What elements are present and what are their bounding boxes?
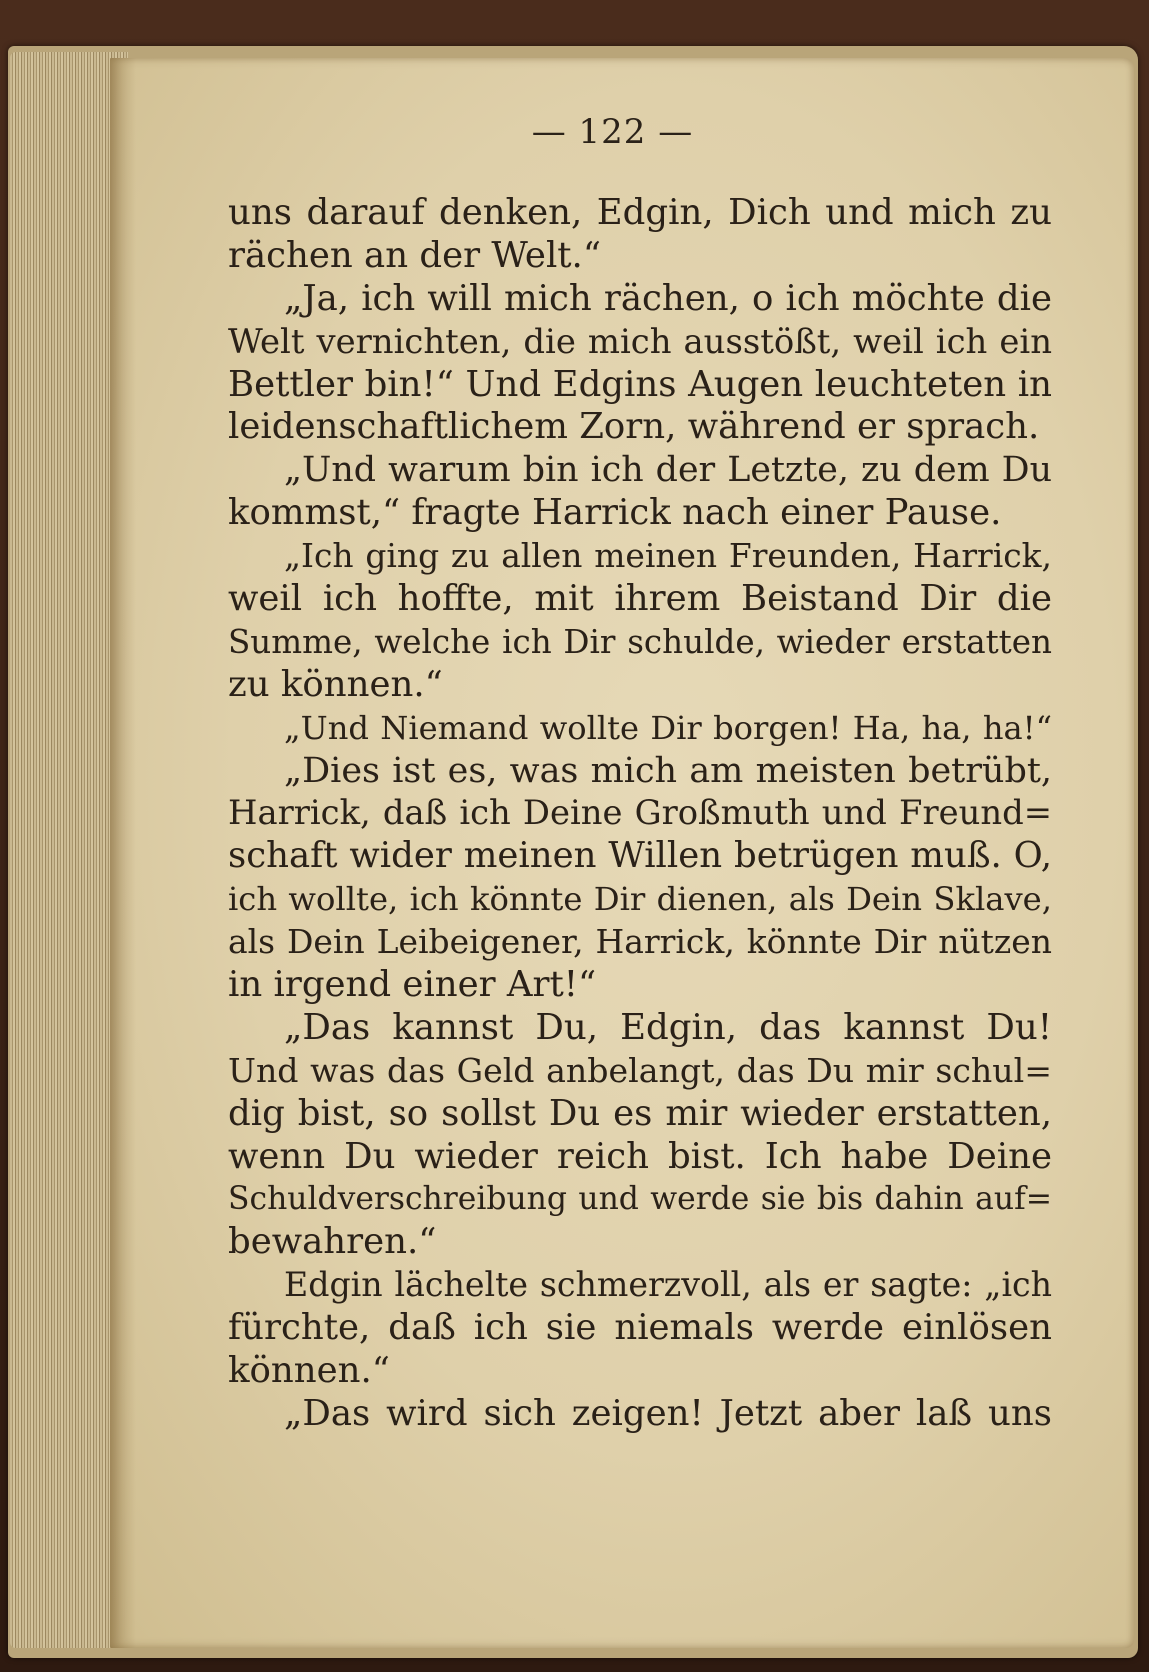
text-line: schaft wider meinen Willen betrügen muß. O,	[228, 835, 1052, 877]
body-text	[228, 192, 1052, 1436]
text-line: „Das wird sich zeigen! Jetzt aber laß uns	[284, 1392, 1052, 1434]
text-line: Schuldverschreibung und werde sie bis dahin auf=	[228, 1181, 1052, 1218]
text-line: „Dies ist es, was mich am meisten betrübt,	[284, 750, 1052, 791]
text-line: „Ja, ich will mich rächen, o ich möchte die	[284, 277, 1052, 319]
text-line: Welt vernichten, die mich ausstößt, weil ich ein	[228, 321, 1052, 361]
text-line: Edgin lächelte schmerzvoll, als er sagte: „ich	[284, 1265, 1052, 1305]
text-line: Summe, welche ich Dir schulde, wieder erstatten	[228, 622, 1052, 661]
text-line: Harrick, daß ich Deine Großmuth und Freund=	[228, 793, 1052, 833]
text-line: weil ich hoffte, mit ihrem Beistand Dir die	[228, 578, 1052, 620]
text-line: können.“	[228, 1350, 390, 1392]
text-line: als Dein Leibeigener, Harrick, könnte Dir nützen	[228, 922, 1052, 962]
text-line: „Und warum bin ich der Letzte, zu dem Du	[284, 450, 1052, 491]
text-line: bewahren.“	[228, 1221, 437, 1263]
gutter-shadow	[110, 58, 136, 1648]
text-line: „Und Niemand wollte Dir borgen! Ha, ha, ha!“	[284, 708, 1052, 747]
text-line: dig bist, so sollst Du es mir wieder erstatten,	[228, 1092, 1052, 1134]
text-line: rächen an der Welt.“	[228, 234, 601, 276]
text-line: in irgend einer Art!“	[228, 964, 597, 1006]
text-line: fürchte, daß ich sie niemals werde einlösen	[228, 1307, 1052, 1349]
text-line: Und was das Geld anbelangt, das Du mir schul=	[228, 1050, 1052, 1090]
page-number: — 122 —	[531, 112, 694, 152]
text-line: uns darauf denken, Edgin, Dich und mich zu	[228, 192, 1052, 233]
text-line: wenn Du wieder reich bist. Ich habe Deine	[228, 1135, 1052, 1177]
text-line: kommst,“ fragte Harrick nach einer Pause.	[228, 492, 1002, 534]
text-line: „Ich ging zu allen meinen Freunden, Harrick,	[284, 536, 1052, 576]
text-line: leidenschaftlichem Zorn, während er sprach.	[228, 406, 1040, 448]
text-line: „Das kannst Du, Edgin, das kannst Du!	[284, 1006, 1052, 1048]
text-line: Bettler bin!“ Und Edgins Augen leuchteten in	[228, 363, 1052, 405]
text-line: ich wollte, ich könnte Dir dienen, als Dein Sklave,	[228, 880, 1052, 919]
text-line: zu können.“	[228, 663, 443, 705]
